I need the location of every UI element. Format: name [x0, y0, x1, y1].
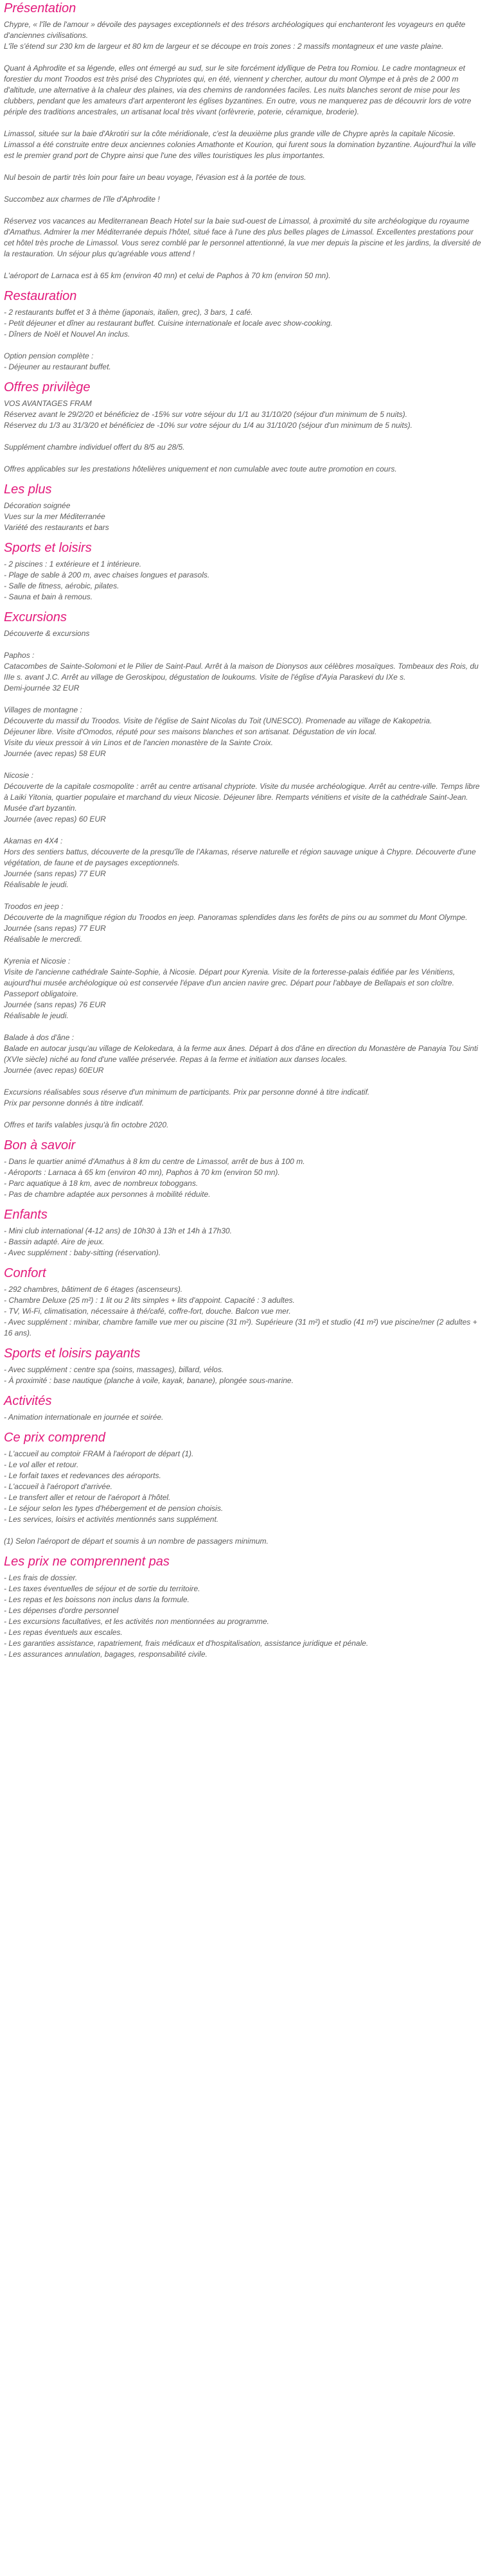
- text-line: Déjeuner libre. Visite d'Omodos, réputé pour ses maisons blanches et son artisanat. Dégustation de vin local.: [4, 727, 377, 736]
- text-line: Visite de l'ancienne cathédrale Sainte-Sophie, à Nicosie. Départ pour Kyrenia. Visite de la forteresse-palais édifiée par les Vénitiens, aujourd'hui musée archéologique où est conservée l'épave d'un ancien navire grec. Départ pour l'abbaye de Bellapais et son cloître. Passeport obligatoire.: [4, 967, 456, 998]
- text-line: - Avec supplément : minibar, chambre famille vue mer ou piscine (31 m²). Supérieure (31 m²) et studio (41 m²) vue piscine/mer (2 adultes + 16 ans).: [4, 1318, 477, 1337]
- text-line: - 2 restaurants buffet et 3 à thème (japonais, italien, grec), 3 bars, 1 café.: [4, 308, 253, 317]
- section-body: [4, 1412, 483, 1423]
- section-title: Offres privilège: [4, 380, 91, 394]
- text-line: - Le transfert aller et retour de l'aéroport à l'hôtel.: [4, 1493, 171, 1502]
- text-line: Quant à Aphrodite et sa légende, elles ont émergé au sud, sur le site forcément idyllique de Petra tou Romiou. Le cadre montagneux et forestier du mont Troodos est très prisé des Chypriotes qui, en été, viennent y chercher, autour du mont Olympe et à près de 2 000 m d'altitude, une alternative à la chaleur des plaines, via des chemins de randonnées faciles. Les nuits blanches seront de mise pour les clubbers, pendant que les amateurs d'art arpenteront les églises byzantines. En outre, vous ne manquerez pas de découvrir lors de votre périple des traditions ancestrales, un artisanat local très vivant (orfèvrerie, poterie, céramique, broderie).: [4, 64, 472, 116]
- section-title: Activités: [4, 1394, 52, 1408]
- text-line: - Les services, loisirs et activités mentionnés sans supplément.: [4, 1515, 219, 1524]
- text-line: - Chambre Deluxe (25 m²) : 1 lit ou 2 lits simples + lits d'appoint. Capacité : 3 adultes.: [4, 1296, 295, 1305]
- text-line: L'île s'étend sur 230 km de largeur et 80 km de largeur et se découpe en trois zones : 2 massifs montagneux et une vaste plaine.: [4, 42, 444, 51]
- text-line: - Mini club international (4-12 ans) de 10h30 à 13h et 14h à 17h30.: [4, 1226, 232, 1235]
- text-line: - Pas de chambre adaptée aux personnes à mobilité réduite.: [4, 1190, 211, 1199]
- section-title: Ce prix comprend: [4, 1431, 105, 1445]
- section-title: Excursions: [4, 610, 67, 624]
- text-line: Réalisable le mercredi.: [4, 935, 83, 944]
- text-line: Villages de montagne :: [4, 705, 82, 714]
- text-line: Réservez avant le 29/2/20 et bénéficiez de -15% sur votre séjour du 1/1 au 31/10/20 (séjour d'un minimum de 5 nuits).: [4, 410, 407, 419]
- blank-line: [4, 759, 483, 770]
- text-line: - Les garanties assistance, rapatriement, frais médicaux et d'hospitalisation, assistance juridique et pénale.: [4, 1639, 369, 1648]
- section-body: [4, 628, 483, 1131]
- blank-line: [4, 1109, 483, 1120]
- text-line: - Déjeuner au restaurant buffet.: [4, 362, 111, 371]
- blank-line: [4, 890, 483, 901]
- section-spacer: [4, 603, 483, 609]
- text-line: Journée (avec repas) 58 EUR: [4, 749, 106, 758]
- section-body: [4, 1449, 483, 1547]
- text-line: - Le forfait taxes et redevances des aéroports.: [4, 1471, 161, 1480]
- section-2: [4, 379, 483, 481]
- blank-line: [4, 945, 483, 956]
- text-line: Nul besoin de partir très loin pour faire un beau voyage, l'évasion est à la portée de tous.: [4, 173, 306, 182]
- blank-line: [4, 340, 483, 351]
- text-line: VOS AVANTAGES FRAM: [4, 399, 92, 408]
- text-line: Demi-journée 32 EUR: [4, 684, 80, 693]
- blank-line: [4, 1021, 483, 1032]
- section-4: [4, 540, 483, 609]
- text-line: - Dans le quartier animé d'Amathus à 8 km du centre de Limassol, arrêt de bus à 100 m.: [4, 1157, 305, 1166]
- section-title: Restauration: [4, 289, 77, 303]
- text-line: - Les repas éventuels aux escales.: [4, 1628, 123, 1637]
- text-line: - Avec supplément : centre spa (soins, massages), billard, vélos.: [4, 1365, 224, 1374]
- text-line: Réalisable le jeudi.: [4, 880, 69, 889]
- text-line: Prix par personne donnés à titre indicatif.: [4, 1098, 145, 1107]
- text-line: - Les excursions facultatives, et les activités non mentionnées au programme.: [4, 1617, 269, 1626]
- section-title: Les plus: [4, 482, 52, 497]
- section-10: [4, 1393, 483, 1429]
- text-line: Option pension complète :: [4, 351, 94, 360]
- section-12: [4, 1553, 483, 1666]
- text-line: Journée (sans repas) 76 EUR: [4, 1000, 106, 1009]
- text-line: Journée (avec repas) 60 EUR: [4, 815, 106, 824]
- blank-line: [4, 1076, 483, 1087]
- text-line: Excursions réalisables sous réserve d'un minimum de participants. Prix par personne donné à titre indicatif.: [4, 1088, 370, 1097]
- blank-line: [4, 260, 483, 270]
- text-line: - Parc aquatique à 18 km, avec de nombreux toboggans.: [4, 1179, 199, 1188]
- text-line: - Les dépenses d'ordre personnel: [4, 1606, 119, 1615]
- section-body: [4, 1226, 483, 1258]
- section-spacer: [4, 373, 483, 379]
- text-line: Offres applicables sur les prestations hôtelières uniquement et non cumulable avec toute autre promotion en cours.: [4, 464, 397, 473]
- text-line: Troodos en jeep :: [4, 902, 64, 911]
- text-line: Hors des sentiers battus, découverte de la presqu'île de l'Akamas, réserve naturelle et région sauvage unique à Chypre. Découverte d'une végétation, de faune et de paysages exceptionnels.: [4, 847, 476, 867]
- section-5: [4, 609, 483, 1137]
- text-line: Journée (sans repas) 77 EUR: [4, 924, 106, 933]
- text-line: Journée (sans repas) 77 EUR: [4, 869, 106, 878]
- text-line: - 2 piscines : 1 extérieure et 1 intérieure.: [4, 560, 142, 569]
- section-body: [4, 19, 483, 281]
- section-spacer: [4, 533, 483, 540]
- text-line: Réalisable le jeudi.: [4, 1011, 69, 1020]
- section-spacer: [4, 1339, 483, 1345]
- section-title: Enfants: [4, 1208, 48, 1222]
- section-spacer: [4, 1200, 483, 1206]
- section-body: [4, 559, 483, 603]
- section-11: [4, 1429, 483, 1553]
- blank-line: [4, 183, 483, 194]
- section-spacer: [4, 1547, 483, 1553]
- text-line: Découverte du massif du Troodos. Visite de l'église de Saint Nicolas du Toit (UNESCO). Promenade au village de Kakopetria.: [4, 716, 432, 725]
- text-line: (1) Selon l'aéroport de départ et soumis à un nombre de passagers minimum.: [4, 1537, 269, 1546]
- text-line: Vues sur la mer Méditerranée: [4, 512, 105, 521]
- text-line: - Aéroports : Larnaca à 65 km (environ 40 mn), Paphos à 70 km (environ 50 mn).: [4, 1168, 280, 1177]
- text-line: - Le vol aller et retour.: [4, 1460, 79, 1469]
- text-line: Variété des restaurants et bars: [4, 523, 109, 532]
- blank-line: [4, 1525, 483, 1536]
- blank-line: [4, 52, 483, 63]
- section-title: Les prix ne comprennent pas: [4, 1555, 170, 1569]
- text-line: Décoration soignée: [4, 501, 71, 510]
- text-line: - Dîners de Noël et Nouvel An inclus.: [4, 330, 130, 339]
- text-line: L'aéroport de Larnaca est à 65 km (environ 40 mn) et celui de Paphos à 70 km (environ 50 mn).: [4, 271, 331, 280]
- text-line: Visite du vieux pressoir à vin Linos et de l'ancien monastère de la Sainte Croix.: [4, 738, 273, 747]
- text-line: - Plage de sable à 200 m, avec chaises longues et parasols.: [4, 570, 210, 579]
- section-body: [4, 1364, 483, 1386]
- blank-line: [4, 694, 483, 705]
- section-3: [4, 481, 483, 540]
- text-line: - Animation internationale en journée et soirée.: [4, 1413, 164, 1422]
- section-spacer: [4, 1131, 483, 1137]
- section-title: Sports et loisirs: [4, 541, 92, 555]
- text-line: Réservez du 1/3 au 31/3/20 et bénéficiez de -10% sur votre séjour du 1/4 au 31/10/20 (séjour d'un minimum de 5 nuits).: [4, 421, 412, 430]
- text-line: - Sauna et bain à remous.: [4, 592, 93, 601]
- text-line: Limassol, située sur la baie d'Akrotiri sur la côte méridionale, c'est la deuxième plus grande ville de Chypre après la capitale Nicosie. Limassol a été construite entre deux anciennes colonies Amathonte et Kourion, qui furent sous la domination byzantine. Aujourd'hui la ville est le premier grand port de Chypre ainsi que l'une des villes touristiques les plus importantes.: [4, 129, 476, 160]
- section-body: [4, 1156, 483, 1200]
- text-line: - L'accueil à l'aéroport d'arrivée.: [4, 1482, 112, 1491]
- section-spacer: [4, 281, 483, 288]
- blank-line: [4, 205, 483, 216]
- text-line: Catacombes de Sainte-Solomoni et le Pilier de Saint-Paul. Arrêt à la maison de Dionysos aux célèbres mosaïques. Tombeaux des Rois, du IIIe s. avant J.C. Arrêt au village de Geroskipou, dégustation de loukoums. Visite de l'église d'Ayia Paraskevi du IXe s.: [4, 662, 479, 682]
- text-line: - TV, Wi-Fi, climatisation, nécessaire à thé/café, coffre-fort, douche. Balcon vue mer.: [4, 1307, 291, 1316]
- blank-line: [4, 453, 483, 464]
- text-line: Kyrenia et Nicosie :: [4, 957, 71, 966]
- text-line: Balade en autocar jusqu'au village de Kelokedara, à la ferme aux ânes. Départ à dos d'âne en direction du Monastère de Panayia Tou Sinti (XVIe siècle) niché au fond d'une vallée préservée. Repas à la ferme et initiation aux danses locales.: [4, 1044, 478, 1064]
- section-body: [4, 307, 483, 373]
- section-spacer: [4, 1423, 483, 1429]
- blank-line: [4, 118, 483, 128]
- section-spacer: [4, 1386, 483, 1393]
- section-6: [4, 1137, 483, 1206]
- section-9: [4, 1345, 483, 1393]
- text-line: Balade à dos d'âne :: [4, 1033, 75, 1042]
- text-line: - Le séjour selon les types d'hébergement et de pension choisis.: [4, 1504, 224, 1513]
- text-line: - Petit déjeuner et dîner au restaurant buffet. Cuisine internationale et locale avec show-cooking.: [4, 319, 333, 328]
- section-spacer: [4, 1258, 483, 1265]
- text-line: Akamas en 4X4 :: [4, 836, 63, 845]
- text-line: - L'accueil au comptoir FRAM à l'aéroport de départ (1).: [4, 1449, 194, 1458]
- blank-line: [4, 825, 483, 836]
- section-title: Sports et loisirs payants: [4, 1346, 141, 1361]
- text-line: - Les repas et les boissons non inclus dans la formule.: [4, 1595, 190, 1604]
- text-line: - 292 chambres, bâtiment de 6 étages (ascenseurs).: [4, 1285, 183, 1294]
- text-line: Succombez aux charmes de l'île d'Aphrodite !: [4, 195, 160, 204]
- text-line: Réservez vos vacances au Mediterranean Beach Hotel sur la baie sud-ouest de Limassol, à proximité du site archéologique du royaume d'Amathus. Admirer la mer Méditerranée depuis l'hôtel, situé face à l'une des plus belles plages de Limassol. Excellentes prestations pour cet hôtel très proche de Limassol. Vous serez comblé par le personnel attentionné, la vue mer depuis la piscine et les jardins, la diversité de la restauration. Un séjour plus qu'agréable vous attend !: [4, 216, 481, 258]
- section-body: [4, 500, 483, 533]
- section-0: [4, 0, 483, 288]
- blank-line: [4, 431, 483, 442]
- text-line: - Les frais de dossier.: [4, 1573, 78, 1582]
- text-line: Découverte de la capitale cosmopolite : arrêt au centre artisanal chypriote. Visite du musée archéologique. Arrêt au centre-ville. Temps libre à Laiki Yitonia, quartier populaire et marchand du vieux Nicosie. Déjeuner libre. Remparts vénitiens et visite de la cathédrale Saint-Jean. Musée d'art byzantin.: [4, 782, 480, 813]
- section-body: [4, 1284, 483, 1339]
- section-body: [4, 398, 483, 475]
- text-line: - Bassin adapté. Aire de jeux.: [4, 1237, 105, 1246]
- section-title: Présentation: [4, 1, 76, 15]
- section-8: [4, 1265, 483, 1345]
- section-title: Confort: [4, 1266, 46, 1280]
- section-spacer: [4, 475, 483, 481]
- text-line: Découverte de la magnifique région du Troodos en jeep. Panoramas splendides dans les forêts de pins ou au sommet du Mont Olympe.: [4, 913, 468, 922]
- text-line: - Les assurances annulation, bagages, responsabilité civile.: [4, 1650, 208, 1659]
- blank-line: [4, 639, 483, 650]
- text-line: - Salle de fitness, aérobic, pilates.: [4, 581, 120, 590]
- text-line: Paphos :: [4, 651, 35, 660]
- text-line: Chypre, « l'île de l'amour » dévoile des paysages exceptionnels et des trésors archéologiques qui enchanteront les voyageurs en quête d'anciennes civilisations.: [4, 20, 466, 40]
- text-line: Offres et tarifs valables jusqu'à fin octobre 2020.: [4, 1120, 169, 1129]
- section-spacer: [4, 1660, 483, 1666]
- text-line: - À proximité : base nautique (planche à voile, kayak, banane), plongée sous-marine.: [4, 1376, 294, 1385]
- text-line: Nicosie :: [4, 771, 34, 780]
- section-title: Bon à savoir: [4, 1138, 76, 1152]
- section-1: [4, 288, 483, 379]
- text-line: Journée (avec repas) 60EUR: [4, 1066, 104, 1075]
- text-line: Découverte & excursions: [4, 629, 90, 638]
- section-body: [4, 1573, 483, 1660]
- text-line: - Avec supplément : baby-sitting (réservation).: [4, 1248, 161, 1257]
- blank-line: [4, 161, 483, 172]
- text-line: - Les taxes éventuelles de séjour et de sortie du territoire.: [4, 1584, 200, 1593]
- section-7: [4, 1206, 483, 1265]
- text-line: Supplément chambre individuel offert du 8/5 au 28/5.: [4, 443, 185, 452]
